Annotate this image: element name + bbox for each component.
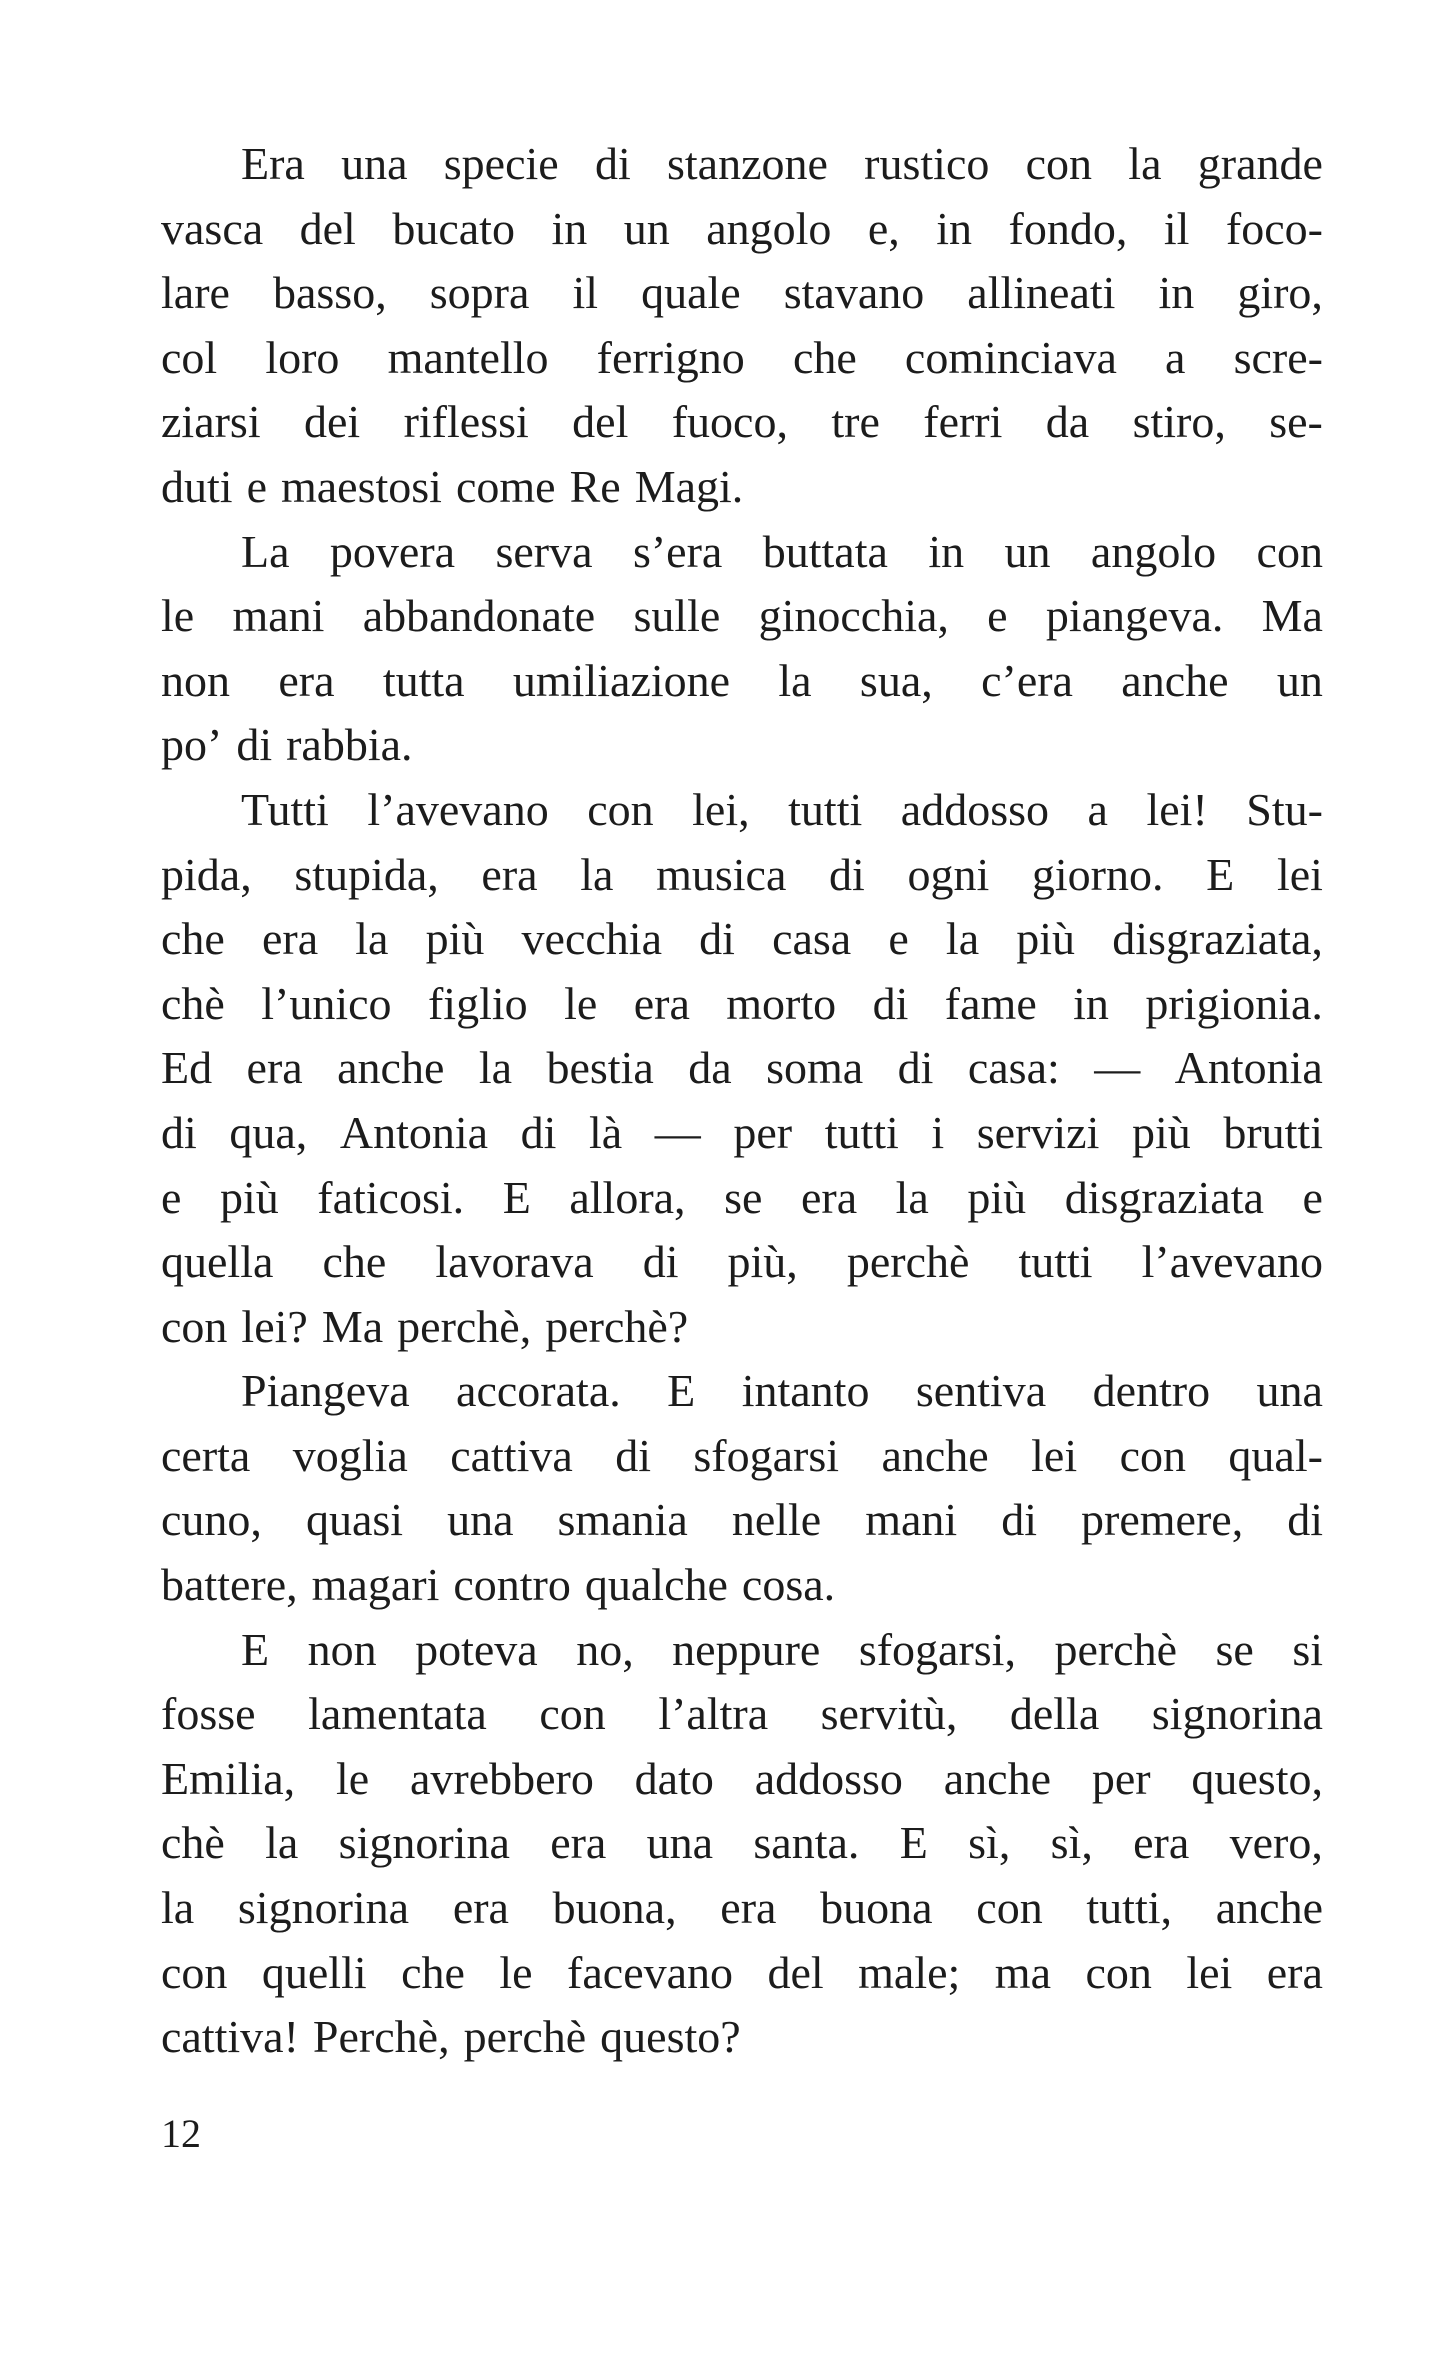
text-line <box>161 197 1323 262</box>
word: no, <box>576 1623 634 1675</box>
word: di <box>1287 1494 1323 1546</box>
text-line <box>161 1682 1323 1747</box>
word: mani <box>865 1494 958 1546</box>
word: contro <box>453 1559 571 1611</box>
word: casa <box>772 913 852 965</box>
word: anche <box>881 1429 989 1481</box>
word: della <box>1009 1688 1100 1740</box>
text-line <box>161 584 1323 649</box>
word: abbandonate <box>362 590 596 642</box>
word: vecchia <box>521 913 662 965</box>
word: era <box>800 1171 858 1223</box>
word: cosa. <box>741 1559 836 1611</box>
text-line <box>161 1230 1323 1295</box>
word: più <box>425 913 485 965</box>
word: mani <box>232 590 325 642</box>
word: in <box>928 525 965 577</box>
word: un <box>1004 525 1051 577</box>
word: di <box>520 1106 557 1158</box>
word: La <box>241 525 290 577</box>
word: ziarsi <box>161 396 261 448</box>
word: quelli <box>261 1946 367 1998</box>
word: di <box>236 719 273 771</box>
word: addosso <box>900 783 1050 835</box>
text-line <box>161 1295 1323 1360</box>
word: con <box>976 1882 1043 1934</box>
word: la <box>580 848 614 900</box>
word: s’era <box>632 525 723 577</box>
word: chè <box>161 1817 225 1869</box>
word: foco- <box>1225 202 1323 254</box>
word: per <box>1091 1752 1151 1804</box>
word: se <box>724 1171 763 1223</box>
word: di <box>897 1042 934 1094</box>
word: in <box>936 202 973 254</box>
text-line <box>161 972 1323 1037</box>
word: giorno. <box>1031 848 1164 900</box>
word: come <box>455 460 556 512</box>
word: addosso <box>754 1752 903 1804</box>
text-line <box>161 843 1323 908</box>
word: povera <box>329 525 456 577</box>
word: era <box>720 1882 777 1934</box>
word: santa. <box>753 1817 860 1869</box>
word: sua, <box>859 654 933 706</box>
word: di <box>872 977 909 1029</box>
word: anche <box>1121 654 1229 706</box>
word: una <box>646 1817 714 1869</box>
text-line <box>161 1618 1323 1683</box>
word: buttata <box>762 525 888 577</box>
word: era <box>452 1882 509 1934</box>
word: per <box>733 1106 793 1158</box>
word: servitù, <box>820 1688 958 1740</box>
word: lei! <box>1146 783 1208 835</box>
word: E <box>667 1365 696 1417</box>
word: qua, <box>229 1106 308 1158</box>
word: la <box>265 1817 299 1869</box>
word: Magi. <box>634 460 744 512</box>
word: signorina <box>338 1817 510 1869</box>
word: intanto <box>741 1365 870 1417</box>
word: la <box>478 1042 513 1094</box>
word: riflessi <box>403 396 529 448</box>
word: Perchè, <box>312 2011 450 2063</box>
word: era <box>481 848 538 900</box>
word: quasi <box>305 1494 404 1546</box>
word: in <box>1073 977 1109 1029</box>
word: giro, <box>1237 267 1323 319</box>
word: ginocchia, <box>758 590 949 642</box>
text-line <box>161 649 1323 714</box>
word: più <box>967 1171 1027 1223</box>
word: la <box>161 1882 195 1934</box>
word: era <box>246 1042 303 1094</box>
word: di <box>829 848 865 900</box>
word: signorina <box>1151 1688 1323 1740</box>
word: casa: <box>967 1042 1060 1094</box>
word: di <box>699 913 735 965</box>
word: bestia <box>546 1042 654 1094</box>
word: umiliazione <box>512 654 731 706</box>
page-number: 12 <box>161 2111 201 2156</box>
word: rustico <box>864 138 990 189</box>
word: sì, <box>968 1817 1011 1869</box>
word: ogni <box>907 848 990 900</box>
word: perchè, <box>397 1300 532 1352</box>
word: soma <box>766 1042 864 1094</box>
word: disgraziata, <box>1112 913 1323 965</box>
word: qualche <box>584 1559 728 1611</box>
word: perchè? <box>545 1300 689 1352</box>
word: facevano <box>567 1946 734 1998</box>
word: scre- <box>1233 331 1323 383</box>
word: l’altra <box>658 1688 769 1740</box>
word: vero, <box>1229 1817 1323 1869</box>
word: duti <box>161 460 233 512</box>
word: più <box>219 1171 279 1223</box>
word: poteva <box>415 1623 538 1675</box>
word: buona <box>820 1882 933 1934</box>
word: smania <box>557 1494 688 1546</box>
text-line <box>161 1424 1323 1489</box>
word: un <box>1276 654 1323 706</box>
word: da <box>688 1042 732 1094</box>
word: lei <box>1276 848 1323 900</box>
word: sì, <box>1050 1817 1093 1869</box>
word: del <box>299 202 356 254</box>
word: questo, <box>1191 1752 1323 1804</box>
word: i <box>931 1106 945 1158</box>
word: Antonia <box>339 1106 489 1158</box>
word: avrebbero <box>409 1752 594 1804</box>
word: neppure <box>672 1623 821 1675</box>
word: e <box>246 460 267 512</box>
word: con <box>587 783 654 835</box>
word: allora, <box>569 1171 686 1223</box>
text-line <box>161 907 1323 972</box>
word: fondo, <box>1008 202 1128 254</box>
text-line <box>161 1747 1323 1812</box>
text-line <box>161 1036 1323 1101</box>
word: una <box>1256 1365 1323 1417</box>
word: vasca <box>161 202 264 254</box>
word: fame <box>944 977 1037 1029</box>
word: più <box>1016 913 1076 965</box>
word: cominciava <box>904 331 1117 383</box>
word: anche <box>1215 1882 1323 1934</box>
word: era <box>1266 1946 1323 1998</box>
word: morto <box>726 977 837 1029</box>
word: brutti <box>1223 1106 1323 1158</box>
word: cattiva! <box>161 2011 299 2063</box>
word: a <box>1087 783 1108 835</box>
word: che <box>401 1946 465 1998</box>
text-line <box>161 2005 1323 2070</box>
word: che <box>792 331 857 383</box>
word: perchè <box>1054 1623 1178 1675</box>
word: questo? <box>600 2011 741 2063</box>
word: stupida, <box>294 848 439 900</box>
text-line <box>161 1101 1323 1166</box>
word: buona, <box>552 1882 677 1934</box>
word: rabbia. <box>286 719 413 771</box>
word: cattiva <box>450 1429 573 1481</box>
word: di <box>642 1236 679 1288</box>
word: con <box>539 1688 606 1740</box>
word: di <box>615 1429 651 1481</box>
word: sulle <box>633 590 721 642</box>
word: di <box>161 1106 197 1158</box>
word: Emilia, <box>161 1752 296 1804</box>
word: che <box>161 913 225 965</box>
word: e <box>161 1171 182 1223</box>
word: le <box>335 1752 370 1804</box>
word: lei, <box>692 783 750 835</box>
word: Ma <box>321 1300 384 1352</box>
word: loro <box>265 331 340 383</box>
word: po’ <box>161 719 223 771</box>
text-line <box>161 1359 1323 1424</box>
word: premere, <box>1081 1494 1244 1546</box>
word: era <box>1133 1817 1190 1869</box>
word: una <box>447 1494 514 1546</box>
word: lei? <box>241 1300 308 1352</box>
word: di <box>594 138 631 189</box>
word: tutti <box>788 783 863 835</box>
word: Antonia <box>1174 1042 1323 1094</box>
word: perchè <box>846 1236 970 1288</box>
word: musica <box>656 848 787 900</box>
word: E <box>1206 848 1235 900</box>
word: male; <box>858 1946 961 1998</box>
word: Tutti <box>241 783 329 835</box>
word: con <box>161 1300 228 1352</box>
word: faticosi. <box>317 1171 465 1223</box>
word: le <box>161 590 195 642</box>
word: un <box>623 202 670 254</box>
word: tutti, <box>1086 1882 1173 1934</box>
word: E <box>241 1623 270 1675</box>
word: con <box>161 1946 228 1998</box>
word: angolo <box>706 202 832 254</box>
word: si <box>1292 1623 1323 1675</box>
word: sfogarsi <box>693 1429 840 1481</box>
word: con <box>1256 525 1323 577</box>
word: con <box>1119 1429 1186 1481</box>
word: ferrigno <box>596 331 745 383</box>
word: e, <box>867 202 900 254</box>
word: signorina <box>237 1882 410 1934</box>
word: Ed <box>161 1042 213 1094</box>
word: la <box>1128 138 1162 189</box>
word: lare <box>161 267 230 319</box>
word: maestosi <box>280 460 442 512</box>
text-line <box>161 1553 1323 1618</box>
word: tutti <box>1018 1236 1093 1288</box>
text-line <box>161 1941 1323 2006</box>
word: era <box>261 913 319 965</box>
word: la <box>778 654 812 706</box>
word: accorata. <box>456 1365 621 1417</box>
word: lamentata <box>308 1688 487 1740</box>
word: e <box>888 913 909 965</box>
word: se- <box>1269 396 1323 448</box>
word: servizi <box>976 1106 1100 1158</box>
word: serva <box>495 525 593 577</box>
word: in <box>1158 267 1195 319</box>
word: stanzone <box>666 138 828 189</box>
text-line <box>161 713 1323 778</box>
word: anche <box>943 1752 1051 1804</box>
word: era <box>550 1817 607 1869</box>
text-line <box>161 261 1323 326</box>
word: prigionia. <box>1145 977 1323 1029</box>
word: da <box>1045 396 1090 448</box>
text-line <box>161 1876 1323 1941</box>
word: la <box>355 913 389 965</box>
text-line <box>161 1166 1323 1231</box>
word: l’avevano <box>367 783 549 835</box>
word: dentro <box>1092 1365 1211 1417</box>
word: qual- <box>1228 1429 1323 1481</box>
text-line <box>161 1811 1323 1876</box>
word: sopra <box>429 267 530 319</box>
word: fuoco, <box>671 396 788 448</box>
word: — <box>654 1106 701 1158</box>
word: era <box>633 977 690 1029</box>
word: quale <box>641 267 741 319</box>
word: e <box>987 590 1008 642</box>
word: con <box>1025 138 1093 189</box>
word: lei <box>1031 1429 1078 1481</box>
word: c’era <box>981 654 1073 706</box>
word: mantello <box>387 331 549 383</box>
word: la <box>945 913 980 965</box>
word: stiro, <box>1132 396 1226 448</box>
word: sfogarsi, <box>858 1623 1016 1675</box>
word: cuno, <box>161 1494 262 1546</box>
word: — <box>1094 1042 1141 1094</box>
word: tre <box>831 396 880 448</box>
word: disgraziata <box>1064 1171 1264 1223</box>
word: una <box>341 138 408 189</box>
word: il <box>572 267 599 319</box>
word: col <box>161 331 218 383</box>
word: in <box>551 202 588 254</box>
word: a <box>1165 331 1186 383</box>
word: lavorava <box>435 1236 594 1288</box>
word: piangeva. <box>1045 590 1224 642</box>
word: figlio <box>427 977 528 1029</box>
text-line <box>161 1488 1323 1553</box>
text-line <box>161 132 1323 197</box>
word: nelle <box>731 1494 822 1546</box>
word: allineati <box>967 267 1116 319</box>
word: dato <box>634 1752 714 1804</box>
word: bucato <box>392 202 515 254</box>
word: Ma <box>1261 590 1323 642</box>
word: anche <box>337 1042 445 1094</box>
word: voglia <box>292 1429 408 1481</box>
word: lei <box>1186 1946 1233 1998</box>
word: Re <box>569 460 621 512</box>
word: le <box>564 977 598 1029</box>
word: magari <box>311 1559 440 1611</box>
word: tutta <box>382 654 465 706</box>
word: quella <box>161 1236 274 1288</box>
word: stavano <box>783 267 925 319</box>
word: angolo <box>1090 525 1217 577</box>
word: del <box>572 396 629 448</box>
word: là <box>589 1106 623 1158</box>
text-line <box>161 455 1323 520</box>
word: Era <box>241 138 305 189</box>
word: dei <box>304 396 361 448</box>
text-line <box>161 390 1323 455</box>
word: basso, <box>272 267 387 319</box>
word: non <box>307 1623 377 1675</box>
word: ferri <box>923 396 1003 448</box>
word: non <box>161 654 230 706</box>
text-line <box>161 520 1323 585</box>
word: specie <box>443 138 559 189</box>
word: Stu- <box>1246 783 1323 835</box>
word: con <box>1085 1946 1152 1998</box>
word: E <box>899 1817 928 1869</box>
word: battere, <box>161 1559 298 1611</box>
word: sentiva <box>915 1365 1047 1417</box>
word: chè <box>161 977 225 1029</box>
word: tutti <box>824 1106 899 1158</box>
word: ma <box>994 1946 1051 1998</box>
word: Piangeva <box>241 1365 410 1417</box>
text-line <box>161 778 1323 843</box>
word: più, <box>727 1236 798 1288</box>
word: fosse <box>161 1688 256 1740</box>
word: pida, <box>161 848 252 900</box>
word: il <box>1163 202 1190 254</box>
body-text <box>161 132 1323 2070</box>
word: le <box>499 1946 533 1998</box>
word: grande <box>1197 138 1323 189</box>
word: era <box>278 654 335 706</box>
word: la <box>895 1171 929 1223</box>
word: di <box>1001 1494 1038 1546</box>
word: E <box>502 1171 531 1223</box>
word: se <box>1215 1623 1254 1675</box>
word: e <box>1302 1171 1323 1223</box>
word: l’avevano <box>1141 1236 1323 1288</box>
word: certa <box>161 1429 251 1481</box>
word: del <box>767 1946 824 1998</box>
word: che <box>322 1236 387 1288</box>
word: più <box>1131 1106 1191 1158</box>
text-line <box>161 326 1323 391</box>
word: perchè <box>463 2011 587 2063</box>
word: l’unico <box>261 977 392 1029</box>
